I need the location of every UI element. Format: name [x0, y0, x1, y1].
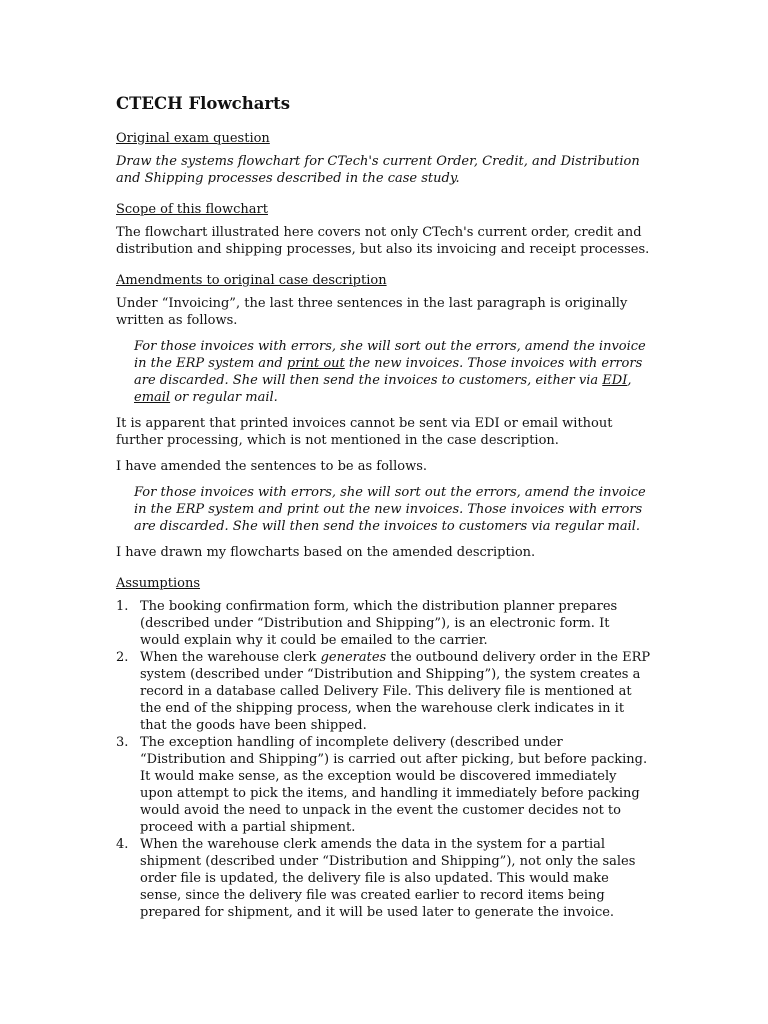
quote-part: or regular mail.: [170, 390, 278, 405]
document-page: [116, 92, 652, 921]
scope-text: The flowchart illustrated here covers not only CTech's current order, credit and distribution and shipping processes, but also its invoicing and receipt processes.: [116, 225, 650, 257]
list-item-number: 2.: [116, 650, 129, 665]
list-item-number: 3.: [116, 735, 129, 750]
list-item-text: The exception handling of incomplete delivery (described under “Distribution and Shipping”) is carried out after picking, but before packing. It would make sense, as the exception would be discovered immediately upon attempt to pick the items, and handling it immediately before packing would avoid the need to unpack in the event the customer decides not to proceed with a partial shipment.: [140, 735, 648, 835]
heading-assumptions: Assumptions: [116, 576, 201, 591]
quote-part: ,: [627, 373, 632, 388]
quote-underline-edi: EDI: [602, 373, 628, 388]
list-item-text: the outbound delivery order in the ERP system (described under “Distribution and Shipping”), the system creates a record in a database called Delivery File. This delivery file is mentioned at the end of the shipping process, when the warehouse clerk indicates in it that the goods have been shipped.: [140, 650, 651, 733]
quote-part: For those invoices with errors, she will sort out the errors, amend the invoice in the ERP system and: [134, 339, 646, 371]
quote-underline-print-out: print out: [286, 356, 345, 371]
quote-part: the new invoices. Those invoices with errors are discarded. She will then send the invoices to customers, either via: [134, 356, 643, 388]
heading-original-exam-question: Original exam question: [116, 131, 270, 146]
original-quote: [134, 338, 652, 406]
assumptions-list: [116, 598, 652, 921]
list-item: [116, 598, 652, 649]
exam-question-text: Draw the systems flowchart for CTech's current Order, Credit, and Distribution and Shipping processes described in the case study.: [116, 154, 640, 186]
list-item: [116, 734, 652, 836]
list-item-text: When the warehouse clerk: [140, 650, 321, 665]
list-item-text: The booking confirmation form, which the distribution planner prepares (described under “Distribution and Shipping”), is an electronic form. It would explain why it could be emailed to the carrier.: [140, 599, 618, 648]
amended-quote: For those invoices with errors, she will sort out the errors, amend the invoice in the ERP system and print out the new invoices. Those invoices with errors are discarded. She will then send the invoices to customers via regular mail.: [134, 485, 646, 534]
list-item-emphasis: generates: [320, 650, 387, 665]
heading-scope: Scope of this flowchart: [116, 202, 268, 217]
list-item: [116, 836, 652, 921]
quote-underline-email: email: [134, 390, 171, 405]
list-item-number: 1.: [116, 599, 129, 614]
page-title: CTECH Flowcharts: [116, 94, 290, 113]
apparent-text: It is apparent that printed invoices cannot be sent via EDI or email without further processing, which is not mentioned in the case description.: [116, 416, 613, 448]
amended-intro: I have amended the sentences to be as follows.: [116, 459, 427, 474]
list-item-text: When the warehouse clerk amends the data in the system for a partial shipment (described under “Distribution and Shipping”), not only the sales order file is updated, the delivery file is also updated. This would make sense, since the delivery file was created earlier to record items being prepared for shipment, and it will be used later to generate the invoice.: [140, 837, 636, 920]
list-item: [116, 649, 652, 734]
amendments-intro: Under “Invoicing”, the last three sentences in the last paragraph is originally written as follows.: [116, 296, 628, 328]
drawn-text: I have drawn my flowcharts based on the amended description.: [116, 545, 536, 560]
list-item-number: 4.: [116, 837, 129, 852]
heading-amendments: Amendments to original case description: [116, 273, 387, 288]
